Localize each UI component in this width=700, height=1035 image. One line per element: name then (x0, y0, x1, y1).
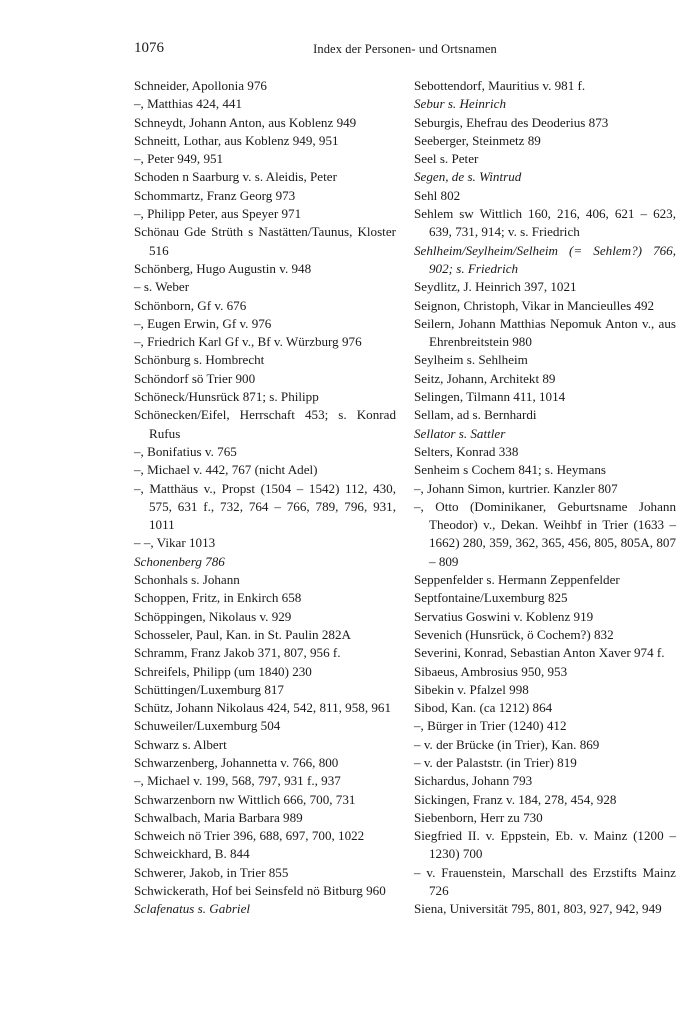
index-entry: Schneydt, Johann Anton, aus Koblenz 949 (134, 114, 357, 130)
index-entry: Sibaeus, Ambrosius 950, 953 (414, 663, 568, 679)
index-entry: –, Peter 949, 951 (134, 151, 224, 167)
index-column-left (134, 77, 396, 919)
index-entry: Schweickhard, B. 844 (134, 846, 250, 862)
index-entry: Schramm, Franz Jakob 371, 807, 956 f. (134, 645, 341, 661)
index-entry: Sclafenatus s. Gabriel (134, 901, 251, 917)
index-entry: Sehlem sw Wittlich 160, 216, 406, 621 – 623, 639, 731, 914; v. s. Friedrich (414, 206, 676, 240)
index-entry: Schoppen, Fritz, in Enkirch 658 (134, 590, 302, 606)
index-entry: Schweich nö Trier 396, 688, 697, 700, 1022 (134, 828, 365, 844)
index-entry: Sellam, ad s. Bernhardi (414, 407, 537, 423)
index-entry: –, Michael v. 199, 568, 797, 931 f., 937 (134, 773, 341, 789)
index-entry: Segen, de s. Wintrud (414, 169, 522, 185)
index-entry: Schönecken/Eifel, Herrschaft 453; s. Konrad Rufus (134, 407, 396, 441)
index-entry: Schönberg, Hugo Augustin v. 948 (134, 260, 312, 276)
index-entry: Servatius Goswini v. Koblenz 919 (414, 608, 594, 624)
index-entry: Seilern, Johann Matthias Nepomuk Anton v., aus Ehrenbreitstein 980 (414, 315, 676, 350)
index-column-right (414, 77, 676, 919)
index-entry: –, Philipp Peter, aus Speyer 971 (134, 206, 302, 222)
index-entry: – –, Vikar 1013 (134, 535, 216, 551)
index-entry: Sibod, Kan. (ca 1212) 864 (414, 700, 553, 716)
index-entry: Siegfried II. v. Eppstein, Eb. v. Mainz (1200 – 1230) 700 (414, 828, 676, 862)
index-entry: Selingen, Tilmann 411, 1014 (414, 389, 566, 405)
index-entry: Schönburg s. Hombrecht (134, 352, 265, 368)
index-entry: Siena, Universität 795, 801, 803, 927, 942, 949 (414, 901, 662, 917)
index-entry: Sevenich (Hunsrück, ö Cochem?) 832 (414, 626, 614, 642)
index-entry: Sickingen, Franz v. 184, 278, 454, 928 (414, 791, 617, 807)
index-entry: –, Bonifatius v. 765 (134, 443, 237, 459)
index-entry: – s. Weber (134, 279, 190, 295)
index-entry: Schommartz, Franz Georg 973 (134, 187, 296, 203)
index-entry: –, Michael v. 442, 767 (nicht Adel) (134, 462, 318, 478)
index-entry: Seignon, Christoph, Vikar in Mancieulles 492 (414, 297, 655, 313)
index-entry: Seburgis, Ehefrau des Deoderius 873 (414, 114, 609, 130)
index-entry: Schonenberg 786 (134, 553, 225, 569)
index-entry: Schwickerath, Hof bei Seinsfeld nö Bitburg 960 (134, 883, 386, 899)
index-entry: – v. der Palaststr. (in Trier) 819 (414, 754, 577, 770)
index-entry: – v. der Brücke (in Trier), Kan. 869 (414, 736, 600, 752)
index-entry: Seel s. Peter (414, 151, 479, 167)
index-entry: Schneider, Apollonia 976 (134, 78, 267, 93)
index-entry: Seitz, Johann, Architekt 89 (414, 370, 556, 386)
index-entry: Sehlheim/Seylheim/Selheim (= Sehlem?) 766, 902; s. Friedrich (414, 242, 676, 276)
index-entry: –, Matthias 424, 441 (134, 96, 243, 112)
index-entry: –, Matthäus v., Propst (1504 – 1542) 112, 430, 575, 631 f., 732, 764 – 766, 789, 796, 931, 1011 (134, 480, 396, 533)
index-entry: Sellator s. Sattler (414, 425, 506, 441)
index-entry: Schwerer, Jakob, in Trier 855 (134, 864, 289, 880)
index-entry: Seppenfelder s. Hermann Zeppenfelder (414, 572, 620, 588)
index-entry: Siebenborn, Herr zu 730 (414, 809, 543, 825)
index-entry: Selters, Konrad 338 (414, 443, 519, 459)
index-entry: – v. Frauenstein, Marschall des Erzstifts Mainz 726 (414, 864, 676, 899)
index-entry: –, Bürger in Trier (1240) 412 (414, 718, 567, 734)
index-entry: Schuweiler/Luxemburg 504 (134, 718, 281, 734)
index-entry: –, Otto (Dominikaner, Geburtsname Johann Theodor) v., Dekan. Weihbf in Trier (1633 – 1662) 280, 359, 362, 365, 456, 805, 805A, 807 – 809 (414, 498, 676, 569)
index-entry: Schüttingen/Luxemburg 817 (134, 681, 284, 697)
index-entry: –, Friedrich Karl Gf v., Bf v. Würzburg 976 (134, 334, 362, 350)
index-entry: Sichardus, Johann 793 (414, 773, 533, 789)
index-entry: Schreifels, Philipp (um 1840) 230 (134, 663, 312, 679)
index-entry: Seeberger, Steinmetz 89 (414, 132, 541, 148)
index-entry: Schönborn, Gf v. 676 (134, 297, 247, 313)
index-entry: Schwarz s. Albert (134, 736, 227, 752)
index-entry: Schosseler, Paul, Kan. in St. Paulin 282A (134, 626, 351, 642)
index-entry: Seylheim s. Sehlheim (414, 352, 528, 368)
index-entry: Sebottendorf, Mauritius v. 981 f. (414, 78, 586, 93)
index-entry: Schütz, Johann Nikolaus 424, 542, 811, 958, 961 (134, 700, 392, 716)
index-entry: Schoden n Saarburg v. s. Aleidis, Peter (134, 169, 337, 185)
index-entry: Schöneck/Hunsrück 871; s. Philipp (134, 389, 319, 405)
index-entry: Schwalbach, Maria Barbara 989 (134, 809, 303, 825)
index-entry: Schwarzenberg, Johannetta v. 766, 800 (134, 754, 339, 770)
index-entry: Schneitt, Lothar, aus Koblenz 949, 951 (134, 132, 339, 148)
index-entry: –, Johann Simon, kurtrier. Kanzler 807 (414, 480, 618, 496)
index-entry: Seydlitz, J. Heinrich 397, 1021 (414, 279, 577, 295)
index-entry: Schöppingen, Nikolaus v. 929 (134, 608, 292, 624)
index-entry: Schönau Gde Strüth s Nastätten/Taunus, Kloster 516 (134, 224, 396, 258)
index-entry: Sehl 802 (414, 187, 461, 203)
index-entry: Schwarzenborn nw Wittlich 666, 700, 731 (134, 791, 356, 807)
page-number: 1076 (134, 40, 164, 56)
index-entry: Septfontaine/Luxemburg 825 (414, 590, 568, 606)
index-entry: Sibekin v. Pfalzel 998 (414, 681, 529, 697)
running-title: Index der Personen- und Ortsnamen (313, 42, 497, 56)
index-entry: Sebur s. Heinrich (414, 96, 507, 112)
index-entry: Severini, Konrad, Sebastian Anton Xaver 974 f. (414, 645, 665, 661)
index-columns (134, 77, 682, 1027)
index-entry: Schonhals s. Johann (134, 572, 240, 588)
index-entry: Senheim s Cochem 841; s. Heymans (414, 462, 607, 478)
index-entry: Schöndorf sö Trier 900 (134, 370, 256, 386)
index-entry: –, Eugen Erwin, Gf v. 976 (134, 315, 272, 331)
page-header (134, 40, 676, 62)
